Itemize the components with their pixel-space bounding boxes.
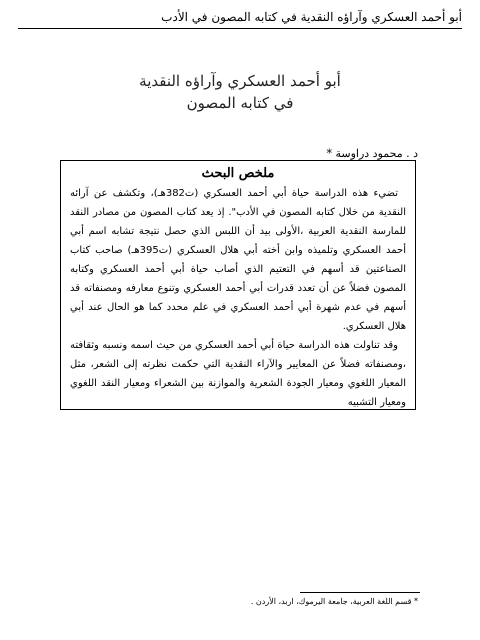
running-header — [18, 6, 462, 29]
abstract-heading: ملخص البحث — [201, 166, 275, 181]
footnote: * قسم اللغة العربية، جامعة اليرموك، اربد، الأردن . — [250, 597, 418, 606]
abstract-paragraph-2: وقد تناولت هذه الدراسة حياة أبي أحمد العسكري من حيث اسمه ونسبه وثقافته ،ومصنفاته فضلاً عن المعايير والآراء النقدية التي حكمت نظرته إلى الشعر، مثل المعيار اللغوي ومعيار الجودة الشعرية والموازنة بين الشعراء ومعيار النقد اللغوي ومعيار التشبيه — [70, 340, 406, 408]
article-title-line-2: في كتابه المصون — [186, 94, 294, 112]
running-title: أبو أحمد العسكري وآراؤه النقدية في كتابه المصون في الأدب — [161, 10, 462, 24]
abstract-paragraph-1: تضيء هذه الدراسة حياة أبي أحمد العسكري (ت382هـ)، وتكشف عن آرائه النقدية من خلال كتابه المصون في الأدب". إذ يعد كتاب المصون من مصادر النقد للمارسة النقدية العربية ،الأولى بيد أن اللبس الذي حصل نتيجة تشابه اسم أبي أحمد العسكري وتلميذه وابن أخته أبي هلال العسكري (ت395هـ) صاحب كتاب الصناعتين قد أسهم في التعتيم الذي أصاب حياة أبي أحمد العسكري وكتابه المصون فضلاً عن أن تعدد قدرات أبي أحمد العسكري وتنوع معارفه ومصنفاته قد أسهم في عدم شهرة أبي أحمد العسكري في علم محدد كما هو الحال عند أبي هلال العسكري. — [70, 188, 406, 332]
author-line: د . محمود دراوسة * — [326, 147, 418, 160]
article-title — [40, 70, 440, 114]
footnote-divider — [300, 592, 420, 593]
article-title-line-1: أبو أحمد العسكري وآراؤه النقدية — [139, 72, 341, 90]
abstract-box — [60, 160, 416, 410]
